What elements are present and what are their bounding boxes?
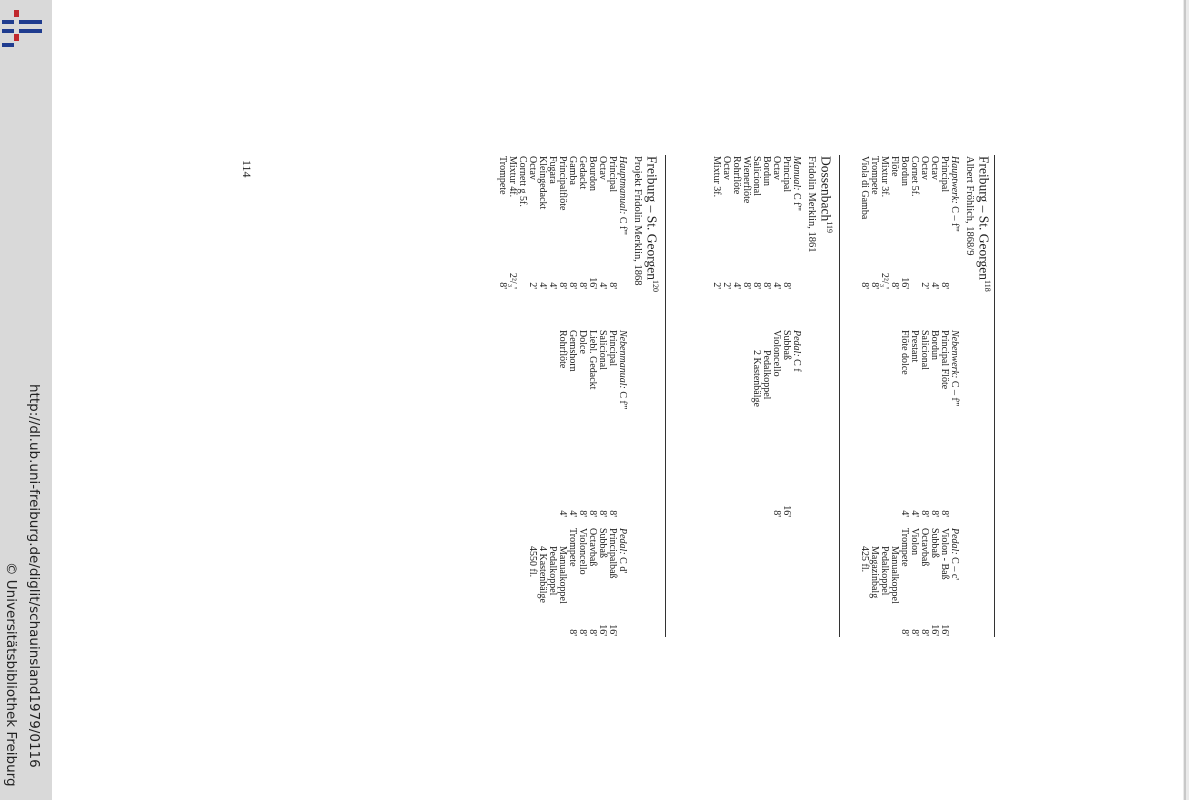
stop-name: Cornet 5f.: [909, 156, 920, 197]
stop-pitch: 8': [567, 629, 578, 636]
stop-name: Octavbaß: [919, 528, 930, 567]
section-builder: Albert Fröhlich, 1868/9: [964, 156, 975, 256]
section-rule: [839, 155, 840, 637]
stop-pitch: 2': [919, 282, 930, 289]
stop-name: Mixtur 3f.: [711, 156, 722, 198]
stop-name: Bordun: [899, 156, 910, 186]
footnote-marker: 118: [983, 280, 992, 292]
stop-name: 425 fl.: [859, 546, 870, 573]
stop-pitch: 8': [587, 510, 598, 517]
compass-range: C – f''': [949, 203, 960, 232]
section-title-text: Freiburg – St. Georgen: [976, 156, 992, 280]
stop-name: Rohrflöte: [557, 330, 568, 369]
section-rule: [665, 155, 666, 637]
stop-name: Trompete: [869, 156, 880, 195]
stop-pitch: 8': [597, 510, 608, 517]
stop-name: Salicional: [751, 156, 762, 196]
stop-pitch: 4': [731, 282, 742, 289]
stop-pitch: 8': [781, 282, 792, 289]
division-name: Hauptmanual: C f''': [617, 156, 628, 235]
stop-name: Salicional: [597, 330, 608, 370]
stop-pitch: 16': [597, 624, 608, 636]
section-rule: [994, 155, 995, 637]
page-number: 114: [240, 160, 254, 178]
stop-name: Octav: [929, 156, 940, 180]
stop-name: Manualkoppel: [889, 546, 900, 604]
stop-pitch: 2': [711, 282, 722, 289]
division-name: Manual: C f''': [791, 156, 802, 211]
stop-pitch: 4': [899, 510, 910, 517]
stop-pitch: 8': [939, 282, 950, 289]
stop-name: Bourdon: [587, 156, 598, 191]
scrollbar[interactable]: [1183, 0, 1189, 800]
stop-name: Principal: [781, 156, 792, 193]
stop-pitch: 4': [771, 282, 782, 289]
stop-pitch: 16': [781, 505, 792, 517]
stop-pitch: 8': [919, 510, 930, 517]
stop-pitch: 4': [567, 510, 578, 517]
compass-range: C – f''': [949, 378, 960, 407]
stop-pitch: 16': [939, 624, 950, 636]
stop-pitch: 4': [597, 282, 608, 289]
stop-name: Principal: [939, 156, 950, 193]
stop-name: Cornett g 5f.: [517, 156, 528, 207]
stop-pitch: 8': [889, 282, 900, 289]
stop-pitch: 8': [751, 282, 762, 289]
stop-name: Magazinbalg: [869, 546, 880, 599]
stop-pitch: 4': [547, 282, 558, 289]
stop-pitch: 16': [607, 624, 618, 636]
stop-name: 4 Kastenbälge: [537, 546, 548, 603]
stop-name: Pedalkoppel: [879, 546, 890, 596]
stop-name: Principal Flöte: [939, 330, 950, 390]
stop-pitch: 8': [919, 629, 930, 636]
footnote-marker: 120: [651, 280, 660, 292]
stop-name: Violoncello: [577, 528, 588, 575]
section-title-text: Dossenbach: [818, 156, 834, 222]
library-logo-icon: [0, 8, 46, 50]
stop-name: Gamba: [567, 156, 578, 185]
stop-name: Manualkoppel: [557, 546, 568, 604]
stop-name: Mixtur 4f.: [507, 156, 518, 198]
section-builder: Fridolin Merklin, 1861: [806, 156, 817, 253]
stop-name: Kleingedackt: [537, 156, 548, 210]
division-name: Pedal: C f: [791, 330, 802, 372]
stop-pitch: 16': [929, 624, 940, 636]
stop-name: Gemshorn: [567, 330, 578, 372]
stop-pitch: 8': [577, 629, 588, 636]
stop-pitch: 8': [899, 629, 910, 636]
stop-name: Fugara: [547, 156, 558, 184]
division-name: Nebenmanual: C f''': [617, 330, 628, 410]
stop-name: Octav: [771, 156, 782, 180]
section-title: [976, 156, 993, 292]
stop-pitch: 8': [567, 282, 578, 289]
stop-pitch: 8': [577, 510, 588, 517]
stop-name: Octav: [597, 156, 608, 180]
stop-pitch: 8': [741, 282, 752, 289]
stop-pitch: 8': [577, 282, 588, 289]
stop-name: Viola di Gamba: [859, 156, 870, 220]
stop-name: Prestant: [909, 330, 920, 363]
stop-name: Octav: [919, 156, 930, 180]
copyright-notice: © Universitätsbibliothek Freiburg: [3, 562, 19, 787]
stop-pitch: 8': [607, 282, 618, 289]
scanned-page: [240, 155, 995, 645]
stop-name: Octav: [721, 156, 732, 180]
stop-name: Octav: [527, 156, 538, 180]
stop-pitch: 2²/₃': [879, 272, 890, 289]
stop-pitch: 2': [721, 282, 732, 289]
stop-name: Principalbaß: [607, 528, 618, 579]
stop-pitch: 4': [929, 282, 940, 289]
stop-pitch: 8': [557, 282, 568, 289]
stop-pitch: 8': [939, 510, 950, 517]
stop-name: Bordun: [929, 330, 940, 360]
section-title: [818, 156, 835, 233]
viewer-sidebar: [0, 0, 52, 800]
stop-pitch: 8': [497, 282, 508, 289]
stop-pitch: 2²/₃': [507, 272, 518, 289]
division-name: Pedal: C d': [617, 528, 628, 574]
stop-name: Principalflöte: [557, 156, 568, 211]
stop-pitch: 4': [557, 510, 568, 517]
stop-name: Trompete: [497, 156, 508, 195]
compass-range: C d': [617, 554, 628, 574]
stop-name: Octavbaß: [587, 528, 598, 567]
stop-name: Dolce: [577, 330, 588, 354]
stop-name: Violoncello: [771, 330, 782, 377]
stop-pitch: 8': [859, 282, 870, 289]
stop-name: Rohrflöte: [731, 156, 742, 195]
compass-range: C – c': [949, 554, 960, 581]
stop-pitch: 8': [929, 510, 940, 517]
compass-range: C f''': [791, 190, 802, 211]
stop-name: Trompete: [899, 528, 910, 567]
division-name: Pedal: C – c': [949, 528, 960, 581]
footnote-marker: 119: [825, 221, 834, 233]
stop-name: Principal: [607, 156, 618, 193]
stop-name: Gedackt: [577, 156, 588, 190]
stop-name: Salicional: [919, 330, 930, 370]
stop-pitch: 8': [587, 629, 598, 636]
section-title-text: Freiburg – St. Georgen: [644, 156, 660, 280]
stop-pitch: 8': [869, 282, 880, 289]
stop-pitch: 4': [537, 282, 548, 289]
stop-name: Liebl. Gedackt: [587, 330, 598, 390]
stop-name: Wienerflöte: [741, 156, 752, 204]
rotated-page-content: [240, 155, 995, 645]
stop-name: Principal: [607, 330, 618, 367]
stop-name: Bordun: [761, 156, 772, 186]
stop-name: Subbaß: [597, 528, 608, 558]
stop-name: Flöte: [889, 156, 900, 177]
division-name: Nebenwerk: C – f''': [949, 330, 960, 407]
stop-pitch: 4': [909, 510, 920, 517]
stop-pitch: 2': [527, 282, 538, 289]
stop-pitch: 16': [899, 277, 910, 289]
stop-name: Violon - Baß: [939, 528, 950, 580]
stop-name: Trompete: [567, 528, 578, 567]
stop-name: 4550 fl.: [527, 546, 538, 578]
division-name: Hauptwerk: C – f''': [949, 156, 960, 232]
source-url[interactable]: http://dl.ub.uni-freiburg.de/diglit/schauinsland1979/0116: [26, 384, 42, 768]
stop-name: Violon: [909, 528, 920, 556]
stop-pitch: 8': [771, 510, 782, 517]
stop-pitch: 8': [607, 510, 618, 517]
stop-name: Subbaß: [929, 528, 940, 558]
section-title: [644, 156, 661, 292]
stop-name: Pedalkoppel: [761, 350, 772, 400]
stop-name: 2 Kastenbälge: [751, 350, 762, 407]
compass-range: C f: [791, 356, 802, 372]
stop-name: Flöte dolce: [899, 330, 910, 375]
stop-name: Subbaß: [781, 330, 792, 360]
stop-pitch: 16': [587, 277, 598, 289]
compass-range: C f''': [617, 388, 628, 410]
stop-name: Mixtur 3f.: [879, 156, 890, 198]
section-builder: Projekt Fridolin Merklin, 1868: [632, 156, 643, 286]
stop-pitch: 8': [909, 629, 920, 636]
compass-range: C f''': [617, 214, 628, 235]
stop-name: Pedalkoppel: [547, 546, 558, 596]
stop-pitch: 8': [761, 282, 772, 289]
